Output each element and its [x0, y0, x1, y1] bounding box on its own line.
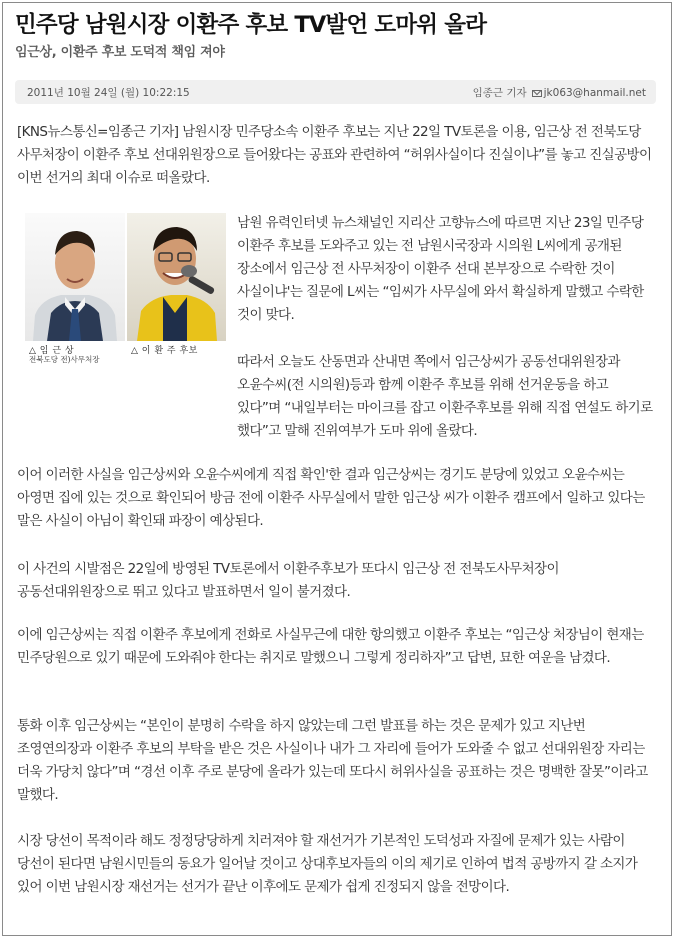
article-frame — [2, 2, 672, 936]
article-meta-bar — [15, 80, 656, 104]
article-headline: 민주당 남원시장 이환주 후보 TV발언 도마위 올라 — [15, 12, 487, 38]
mail-icon — [532, 90, 542, 97]
portrait-lim-image — [25, 213, 125, 341]
author-name: 임종근 기자 — [472, 87, 527, 99]
article-date: 2011년 10월 24일 (월) 10:22:15 — [27, 87, 190, 99]
article-paragraph: 이어 이러한 사실을 임근상씨와 오윤수씨에게 직접 확인'한 결과 임근상씨는 경기도 분당에 있었고 오윤수씨는 아영면 집에 있는 것으로 확인되어 방금 전에 이환주 사무실에서 말한 임근상 씨가 이환주 캠프에서 일하고 있다는 말은 사실이 아님이 확인돼 파장이 예상된다. — [17, 467, 645, 529]
article-paragraph: 따라서 오늘도 산동면과 산내면 쪽에서 임근상씨가 공동선대위원장과 오윤수씨(전 시의원)등과 함께 이환주 후보를 위해 선거운동을 하고 있다”며 “내일부터는 마이크를 잡고 이환주후보를 위해 직접 연설도 하기로 했다”고 말해 진위여부가 도마 위에 올랐다. — [237, 354, 653, 439]
article-paragraph: 통화 이후 임근상씨는 “본인이 분명히 수락을 하지 않았는데 그런 발표를 하는 것은 문제가 있고 지난번 조영연의장과 이환주 후보의 부탁을 받은 것은 사실이나 내가 그 자리에 들어가 도와줄 수 없고 선대위원장 자리는 더욱 가당치 않다”며 “경선 이후 주로 분당에 올라가 있는데 또다시 허위사실을 공표하는 것은 명백한 잘못”이라고 말했다. — [17, 718, 648, 803]
article-paragraph: 남원 유력인터넷 뉴스채널인 지리산 고향뉴스에 따르면 지난 23일 민주당 이환주 후보를 도와주고 있는 전 남원시국장과 시의원 L씨에게 공개된 장소에서 임근상 전 사무처장이 이환주 선대 본부장으로 수락한 것이 사실이냐'는 질문에 L씨는 “임씨가 사무실에 와서 확실하게 말했고 수락한 것이 맞다. — [237, 215, 644, 323]
article-subheadline: 임근상, 이환주 후보 도덕적 책임 져야 — [15, 45, 225, 60]
author-email-link[interactable]: jk063@hanmail.net — [543, 87, 646, 99]
article-photo — [23, 213, 226, 364]
article-paragraph: 시장 당선이 목적이라 해도 정정당당하게 치러져야 할 재선거가 기본적인 도덕성과 자질에 문제가 있는 사람이 당선이 된다면 남원시민들의 동요가 일어날 것이고 상대후보자들의 이의 제기로 인하여 법적 공방까지 갈 소지가 있어 이번 남원시장 재선거는 선거가 끝난 이후에도 문제가 쉽게 진정되지 않을 전망이다. — [17, 833, 638, 895]
photo-subcaption-lim: 전북도당 전)사무처장 — [29, 355, 100, 364]
portrait-photo-left — [25, 213, 125, 341]
author-info — [473, 85, 646, 100]
article-paragraph: [KNS뉴스통신=임종근 기자] 남원시장 민주당소속 이환주 후보는 지난 22일 TV토론을 이용, 임근상 전 전북도당 사무처장이 이환주 후보 선대위원장으로 들어왔다는 공표와 관련하여 “허위사실이다 진실이냐”를 놓고 진실공방이 이번 선거의 최대 이슈로 떠올랐다. — [17, 124, 652, 186]
photo-caption-lee: △ 이 환 주 후보 — [131, 346, 198, 356]
article-paragraph: 이 사건의 시발점은 22일에 방영된 TV토론에서 이환주후보가 또다시 임근상 전 전북도사무처장이 공동선대위원장으로 뛰고 있다고 발표하면서 일이 불거졌다. — [17, 561, 559, 600]
portrait-lee-image — [127, 213, 226, 341]
photo-caption-lim: △ 임 근 상 — [29, 346, 75, 356]
portrait-photo-right — [127, 213, 226, 341]
article-paragraph: 이에 임근상씨는 직접 이환주 후보에게 전화로 사실무근에 대한 항의했고 이환주 후보는 “임근상 처장님이 현재는 민주당원으로 있기 때문에 도와줘야 한다는 취지로 말했으니 그렇게 정리하자”고 답변, 묘한 여운을 남겼다. — [17, 627, 644, 666]
